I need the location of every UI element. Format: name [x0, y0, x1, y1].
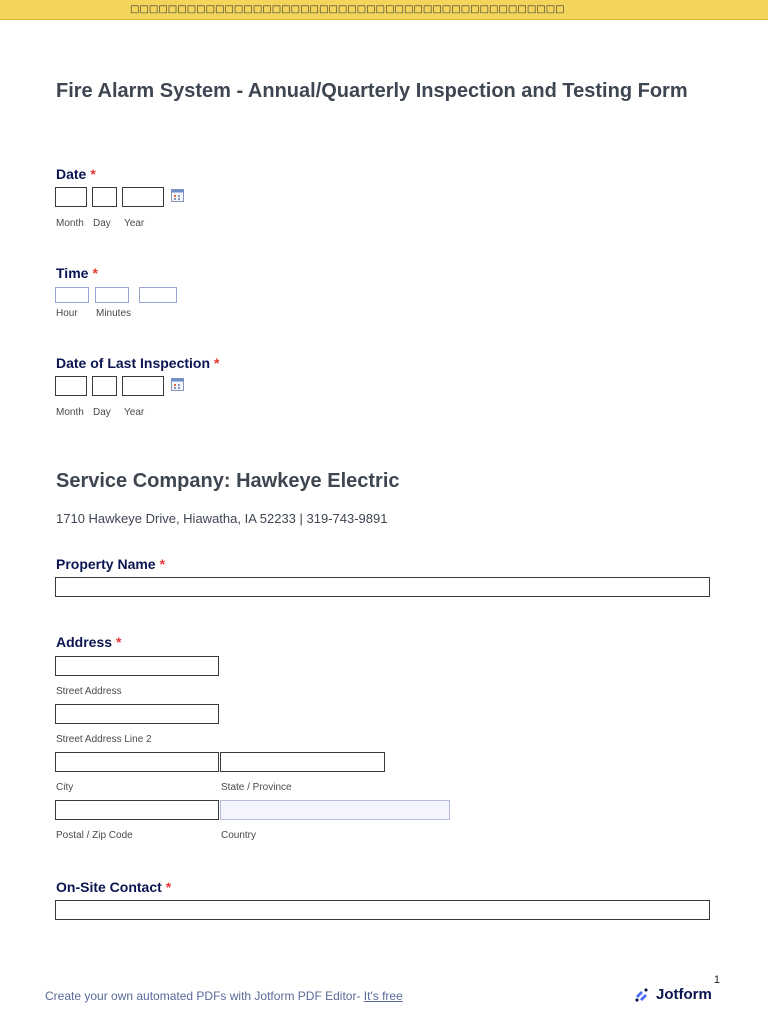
last-inspection-label — [56, 355, 219, 371]
property-name-label-text: Property Name — [56, 556, 156, 572]
jotform-brand[interactable] — [634, 986, 712, 1003]
form-title: Fire Alarm System - Annual/Quarterly Inspection and Testing Form — [56, 80, 688, 102]
last-inspection-year-input[interactable] — [122, 376, 164, 396]
date-label-text: Date — [56, 166, 87, 182]
last-inspection-year-sublabel: Year — [124, 407, 145, 418]
required-marker: * — [116, 634, 122, 650]
section-subtitle: 1710 Hawkeye Drive, Hiawatha, IA 52233 | 319-743-9891 — [56, 511, 388, 526]
time-hour-sublabel: Hour — [56, 308, 78, 319]
date-day-sublabel: Day — [93, 218, 111, 229]
last-inspection-day-sublabel: Day — [93, 407, 111, 418]
time-label — [56, 265, 98, 281]
time-hour-input[interactable] — [55, 287, 89, 303]
required-marker: * — [90, 166, 96, 182]
city-input[interactable] — [55, 752, 219, 772]
postal-code-sublabel: Postal / Zip Code — [56, 830, 133, 841]
postal-code-input[interactable] — [55, 800, 219, 820]
calendar-icon[interactable] — [171, 378, 184, 391]
notice-banner: □□□□□□□□□□□□□□□□□□□□□□□□□□□□□□□□□□□□□□□□□□□□□□ — [0, 0, 768, 20]
last-inspection-label-text: Date of Last Inspection — [56, 355, 211, 371]
last-inspection-day-input[interactable] — [92, 376, 117, 396]
onsite-contact-input[interactable] — [55, 900, 710, 920]
date-year-input[interactable] — [122, 187, 164, 207]
required-marker: * — [159, 556, 166, 572]
time-label-text: Time — [56, 265, 89, 281]
onsite-contact-label-text: On-Site Contact — [56, 879, 162, 895]
street-address-line2-sublabel: Street Address Line 2 — [56, 734, 152, 745]
property-name-input[interactable] — [55, 577, 710, 597]
calendar-icon[interactable] — [171, 189, 184, 202]
country-select[interactable] — [220, 800, 450, 820]
jotform-logo-icon — [634, 987, 650, 1003]
last-inspection-month-input[interactable] — [55, 376, 87, 396]
footer-promo-text: Create your own automated PDFs with Jotform PDF Editor- — [45, 989, 361, 1003]
its-free-link[interactable]: It's free — [363, 989, 403, 1003]
state-sublabel: State / Province — [221, 782, 292, 793]
date-label — [56, 166, 96, 182]
date-month-sublabel: Month — [56, 218, 84, 229]
date-month-input[interactable] — [55, 187, 87, 207]
brand-name: Jotform — [656, 986, 712, 1003]
address-label — [56, 634, 121, 650]
onsite-contact-label — [56, 879, 171, 895]
time-ampm-input[interactable] — [139, 287, 177, 303]
state-input[interactable] — [220, 752, 385, 772]
footer-promo — [45, 989, 403, 1003]
address-label-text: Address — [56, 634, 113, 650]
section-title: Service Company: Hawkeye Electric — [56, 470, 400, 492]
last-inspection-month-sublabel: Month — [56, 407, 84, 418]
property-name-label — [56, 556, 165, 572]
date-year-sublabel: Year — [124, 218, 145, 229]
required-marker: * — [214, 355, 220, 371]
street-address-input[interactable] — [55, 656, 219, 676]
country-sublabel: Country — [221, 830, 257, 841]
street-address-line2-input[interactable] — [55, 704, 219, 724]
required-marker: * — [92, 265, 98, 281]
city-sublabel: City — [56, 782, 74, 793]
required-marker: * — [165, 879, 172, 895]
street-address-sublabel: Street Address — [56, 686, 122, 697]
time-minutes-input[interactable] — [95, 287, 129, 303]
page-number: 1 — [713, 974, 720, 986]
date-day-input[interactable] — [92, 187, 117, 207]
time-minutes-sublabel: Minutes — [96, 308, 132, 319]
